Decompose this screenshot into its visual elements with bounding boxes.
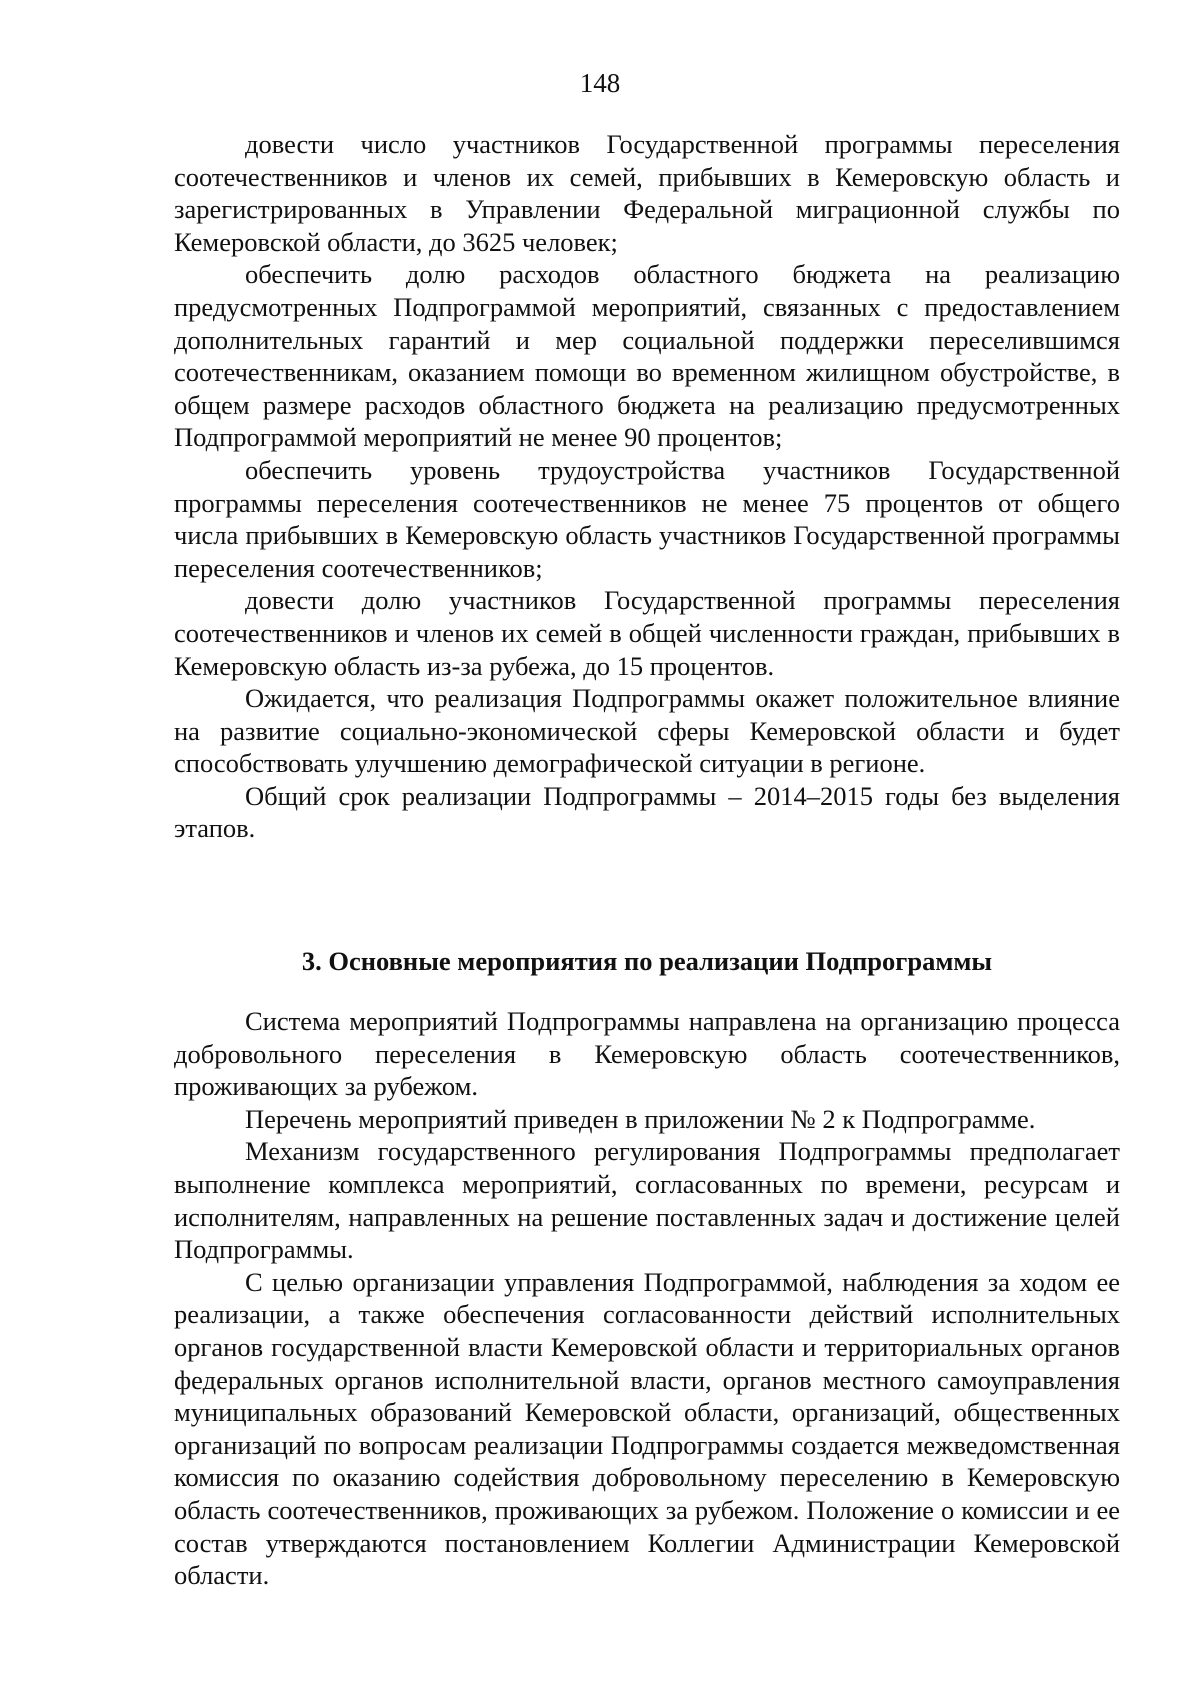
- section-3-text: [174, 1005, 1120, 1592]
- section-1-text: [174, 128, 1120, 845]
- paragraph-expected-impact: Ожидается, что реализация Подпрограммы окажет положительное влияние на развитие социально-экономической сферы Кемеровской области и будет способствовать улучшению демографической ситуации в регионе.: [174, 683, 1120, 779]
- paragraph-participants-count: довести число участников Государственной программы переселения соотечественников и членов их семей, прибывших в Кемеровскую область и зарегистрированных в Управлении Федеральной миграционной службы по Кемеровской области, до 3625 человек;: [174, 129, 1120, 257]
- paragraph-employment-level: обеспечить уровень трудоустройства участников Государственной программы переселения соотечественников не менее 75 процентов от общего числа прибывших в Кемеровскую область участников Государственной программы переселения соотечественников;: [174, 454, 1120, 583]
- paragraph-interdepartmental-commission: С целью организации управления Подпрограммой, наблюдения за ходом ее реализации, а также обеспечения согласованности действий исполнительных органов государственной власти Кемеровской области и территориальных органов федеральных органов исполнительной власти, органов местного самоуправления муниципальных образований Кемеровской области, организаций, общественных организаций по вопросам реализации Подпрограммы создается межведомственная комиссия по оказанию содействия добровольному переселению в Кемеровскую область соотечественников, проживающих за рубежом. Положение о комиссии и ее состав утверждаются постановлением Коллегии Администрации Кемеровской области.: [174, 1266, 1120, 1591]
- paragraph-regulation-mechanism: Механизм государственного регулирования Подпрограммы предполагает выполнение комплекса мероприятий, согласованных по времени, ресурсам и исполнителям, направленных на решение поставленных задач и достижение целей Подпрограммы.: [174, 1136, 1120, 1265]
- paragraph-measures-system: Система мероприятий Подпрограммы направлена на организацию процесса добровольного переселения в Кемеровскую область соотечественников, проживающих за рубежом.: [174, 1006, 1120, 1102]
- paragraph-budget-share: обеспечить долю расходов областного бюджета на реализацию предусмотренных Подпрограммой мероприятий, связанных с предоставлением дополнительных гарантий и мер социальной поддержки переселившимся соотечественникам, оказанием помощи во временном жилищном обустройстве, в общем размере расходов областного бюджета на реализацию предусмотренных Подпрограммой мероприятий не менее 90 процентов;: [174, 259, 1120, 453]
- page-number: 148: [579, 68, 621, 98]
- section-3-heading: 3. Основные мероприятия по реализации Подпрограммы: [301, 946, 993, 976]
- paragraph-participants-share: довести долю участников Государственной программы переселения соотечественников и членов их семей в общей численности граждан, прибывших в Кемеровскую область из-за рубежа, до 15 процентов.: [174, 585, 1120, 681]
- paragraph-measures-list: Перечень мероприятий приведен в приложении № 2 к Подпрограмме.: [245, 1103, 1036, 1134]
- paragraph-implementation-period: Общий срок реализации Подпрограммы – 2014–2015 годы без выделения этапов.: [174, 780, 1120, 844]
